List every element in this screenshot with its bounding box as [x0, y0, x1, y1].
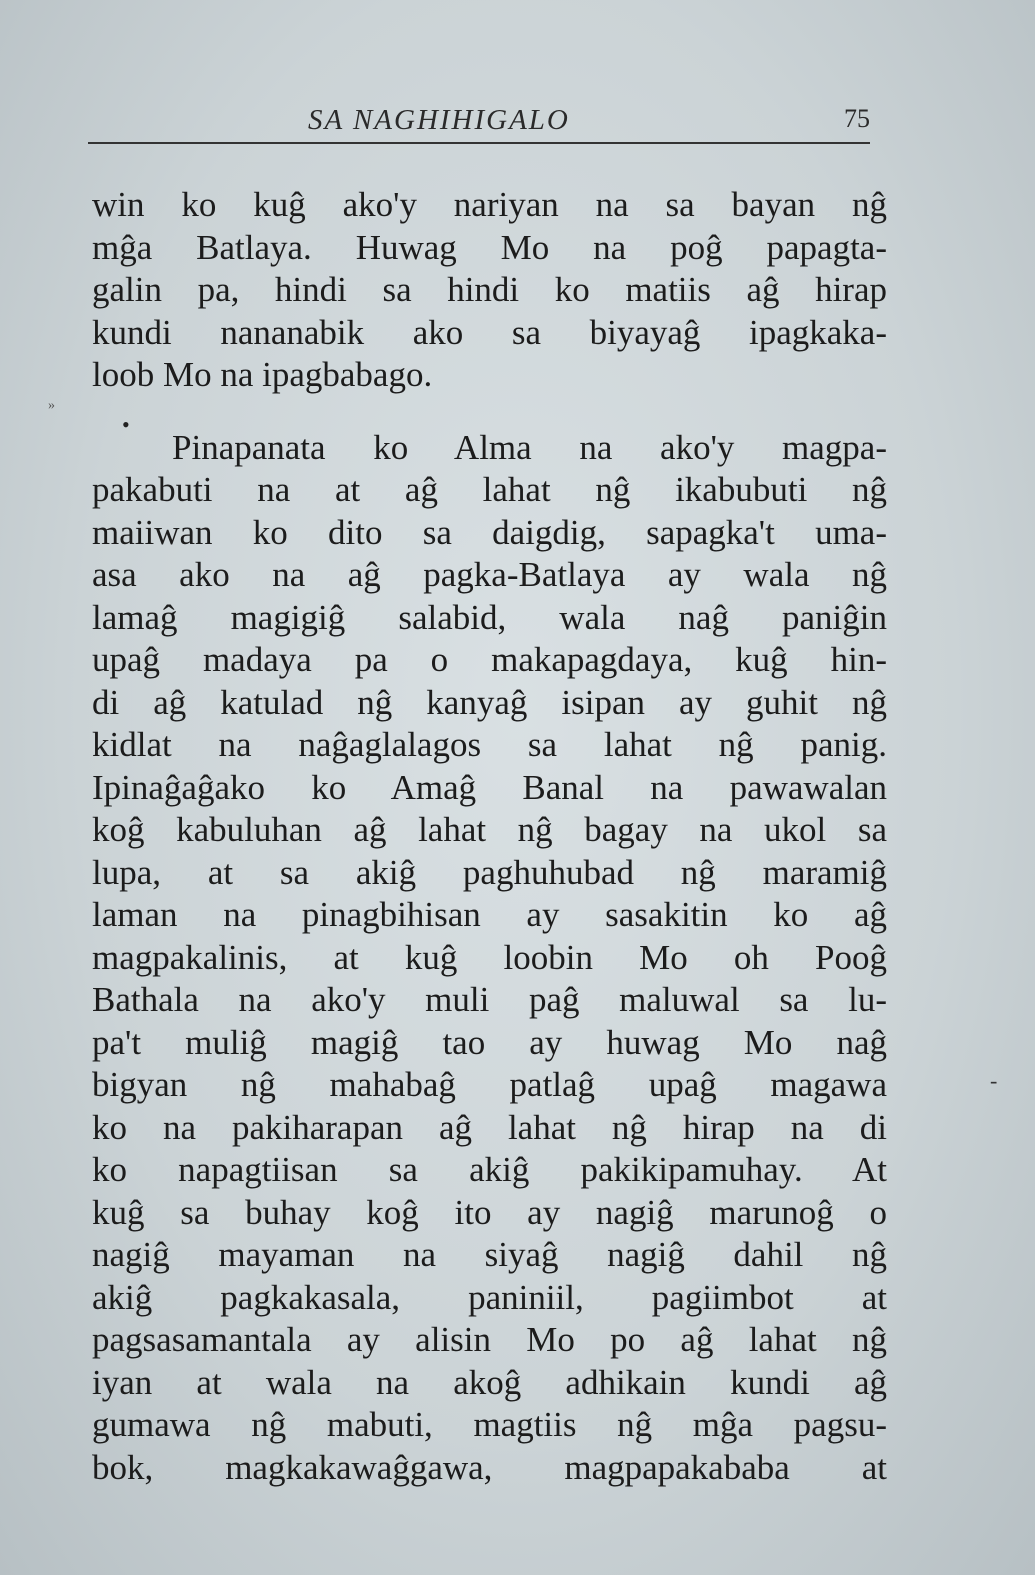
paragraph-1: [92, 184, 887, 397]
text-line: ko na pakiharapan aĝ lahat nĝ hirap na di: [92, 1107, 887, 1147]
text-line: akiĝ pagkakasala, paniniil, pagiimbot at: [92, 1277, 887, 1317]
text-line: kuĝ sa buhay koĝ ito ay nagiĝ marunoĝ o: [92, 1192, 887, 1232]
text-line: nagiĝ mayaman na siyaĝ nagiĝ dahil nĝ: [92, 1235, 887, 1274]
text-line: pa't muliĝ magiĝ tao ay huwag Mo naĝ: [92, 1022, 887, 1062]
text-line: lupa, at sa akiĝ paghuhubad nĝ maramiĝ: [92, 852, 887, 892]
running-header: [88, 104, 870, 144]
paragraph-gap: [92, 397, 887, 427]
stray-mark: »: [48, 398, 55, 413]
text-line: galin pa, hindi sa hindi ko matiis aĝ hirap: [92, 270, 887, 309]
text-line: Ipinaĝaĝako ko Amaĝ Banal na pawawalan: [92, 767, 887, 807]
text-line: gumawa nĝ mabuti, magtiis nĝ mĝa pagsu-: [92, 1405, 887, 1444]
text-line: mĝa Batlaya. Huwag Mo na poĝ papagta-: [92, 227, 887, 267]
text-line: asa ako na aĝ pagka-Batlaya ay wala nĝ: [92, 555, 887, 594]
text-line: di aĝ katulad nĝ kanyaĝ isipan ay guhit nĝ: [92, 682, 887, 722]
text-line: Pinapanata ko Alma na ako'y magpa-: [172, 427, 887, 467]
text-line: koĝ kabuluhan aĝ lahat nĝ bagay na ukol sa: [92, 810, 887, 849]
text-line: pakabuti na at aĝ lahat nĝ ikabubuti nĝ: [92, 470, 887, 509]
bullet-mark: •: [122, 412, 130, 437]
text-line: ko napagtiisan sa akiĝ pakikipamuhay. At: [92, 1150, 887, 1189]
margin-mark: -: [990, 1068, 998, 1093]
paragraph-2: [92, 427, 887, 1490]
page-number: 75: [844, 104, 870, 133]
text-line: iyan at wala na akoĝ adhikain kundi aĝ: [92, 1362, 887, 1402]
text-line: win ko kuĝ ako'y nariyan na sa bayan nĝ: [92, 185, 887, 224]
text-line: pagsasamantala ay alisin Mo po aĝ lahat nĝ: [92, 1320, 887, 1359]
text-line: maiiwan ko dito sa daigdig, sapagka't uma-: [92, 512, 887, 552]
text-line: Bathala na ako'y muli paĝ maluwal sa lu-: [92, 980, 887, 1019]
text-line: loob Mo na ipagbabago.: [92, 355, 433, 394]
text-line: laman na pinagbihisan ay sasakitin ko aĝ: [92, 895, 887, 934]
body-text: [92, 184, 887, 1489]
text-line: kidlat na naĝaglalagos sa lahat nĝ panig.: [92, 725, 887, 764]
text-line: bigyan nĝ mahabaĝ patlaĝ upaĝ magawa: [92, 1065, 887, 1104]
text-line: kundi nananabik ako sa biyayaĝ ipagkaka-: [92, 312, 887, 352]
text-line: bok, magkakawaĝgawa, magpapakababa at: [92, 1447, 887, 1487]
text-line: lamaĝ magigiĝ salabid, wala naĝ paniĝin: [92, 597, 887, 637]
text-line: magpakalinis, at kuĝ loobin Mo oh Pooĝ: [92, 937, 887, 977]
header-rule: [88, 142, 870, 144]
text-line: upaĝ madaya pa o makapagdaya, kuĝ hin-: [92, 640, 887, 679]
running-title: SA NAGHIHIGALO: [308, 104, 570, 136]
